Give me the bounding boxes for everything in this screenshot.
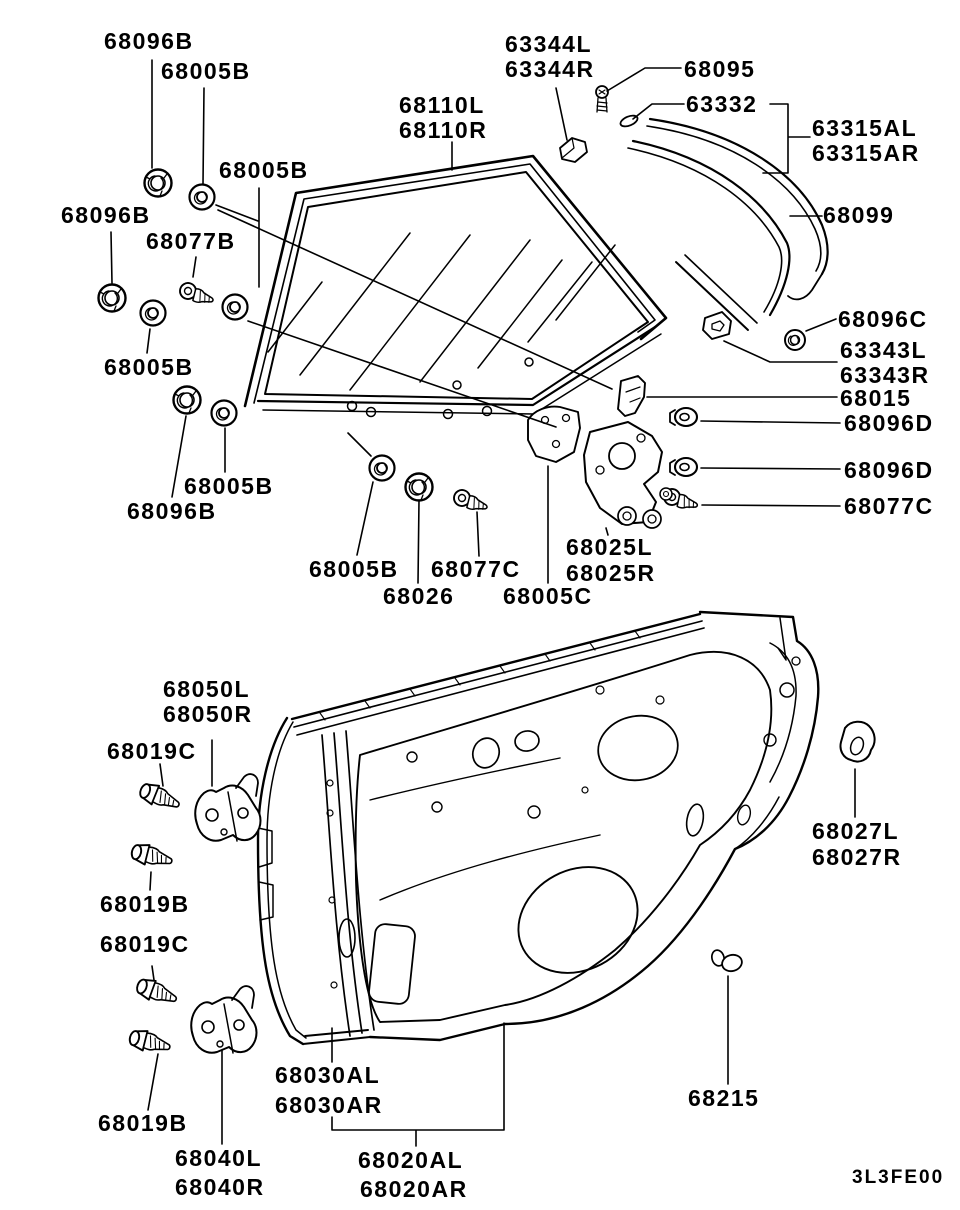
washer-68005B-4 (212, 401, 237, 426)
drawing-code: 3L3FE00 (852, 1167, 945, 1188)
lower-hinge-68050 (191, 986, 256, 1053)
grommet-68096B-3 (174, 387, 201, 414)
grommet-68096B-1 (145, 170, 172, 197)
washer-68005B-5 (370, 456, 395, 481)
part-label-68030AR: 68030AR (275, 1092, 383, 1118)
screw-68095 (596, 86, 608, 112)
upper-hinge-68050 (195, 774, 260, 841)
part-label-68050R: 68050R (163, 701, 253, 727)
part-label-68096C: 68096C (838, 306, 928, 332)
part-label-68040R: 68040R (175, 1174, 265, 1200)
part-label-68026: 68026 (383, 583, 455, 609)
part-label-68077B: 68077B (146, 228, 236, 254)
part-label-68025R: 68025R (566, 560, 656, 586)
part-label-68110L: 68110L (399, 92, 485, 118)
washer-68005B-2 (141, 301, 166, 326)
part-label-63343R: 63343R (840, 362, 930, 388)
part-label-68005B-1: 68005B (161, 58, 251, 84)
part-label-68020AR: 68020AR (360, 1176, 468, 1202)
part-label-68050L: 68050L (163, 676, 251, 702)
part-label-68096B-3: 68096B (127, 498, 217, 524)
part-label-68096B-2: 68096B (61, 202, 151, 228)
grommet-68027 (840, 722, 874, 762)
sash-63344 (560, 138, 587, 162)
window-glass (258, 172, 661, 419)
bolt-68019B-upper (130, 841, 175, 870)
part-label-68005C: 68005C (503, 583, 593, 609)
part-label-63343L: 63343L (840, 337, 928, 363)
part-label-68027L: 68027L (812, 818, 900, 844)
screw-68077C-mid (452, 488, 490, 513)
part-label-68025L: 68025L (566, 534, 654, 560)
glass-bottom-sash (258, 327, 661, 419)
part-label-63332: 63332 (686, 91, 758, 117)
grommet-68096B-2 (99, 285, 126, 312)
part-label-68015: 68015 (840, 385, 912, 411)
door-belt-strip (292, 614, 704, 735)
door-outer-panel-68030 (258, 718, 370, 1044)
part-label-68096B-1: 68096B (104, 28, 194, 54)
clip-63343 (703, 312, 731, 339)
glass-holder-68015 (618, 376, 645, 416)
part-label-68027R: 68027R (812, 844, 902, 870)
grommet-68026 (406, 474, 433, 501)
nut-68096D-upper (670, 408, 697, 426)
door-inner-panel-68020 (322, 612, 818, 1040)
part-label-63315AL: 63315AL (812, 115, 918, 141)
part-label-68110R: 68110R (399, 117, 488, 143)
part-label-68040L: 68040L (175, 1145, 263, 1171)
regulator-bracket-68025 (584, 422, 672, 528)
part-label-68019B-2: 68019B (98, 1110, 188, 1136)
part-label-63344R: 63344R (505, 56, 595, 82)
clip-68215 (710, 949, 744, 974)
washer-68005B-1 (190, 185, 215, 210)
part-label-68030AL: 68030AL (275, 1062, 381, 1088)
bracket-68005C (528, 407, 580, 462)
part-label-68095: 68095 (684, 56, 756, 82)
nut-68096D-lower (670, 458, 697, 476)
part-label-63344L: 63344L (505, 31, 593, 57)
part-label-68005B-5: 68005B (309, 556, 399, 582)
part-label-68215: 68215 (688, 1085, 760, 1111)
glass-run-channel-68110 (245, 156, 666, 406)
part-label-68019C-1: 68019C (107, 738, 197, 764)
leader-lines (111, 60, 855, 1146)
part-label-68019C-2: 68019C (100, 931, 190, 957)
part-label-68096D-1: 68096D (844, 410, 934, 436)
bolt-68019C-upper (137, 780, 183, 814)
part-label-68099: 68099 (823, 202, 895, 228)
bolt-68019B-lower (128, 1027, 173, 1056)
part-label-68096D-2: 68096D (844, 457, 934, 483)
part-label-68019B-1: 68019B (100, 891, 190, 917)
part-label-68005B-3: 68005B (104, 354, 194, 380)
part-label-68020AL: 68020AL (358, 1147, 464, 1173)
part-label-68005B-4: 68005B (184, 473, 274, 499)
part-label-68005B-2: 68005B (219, 157, 309, 183)
washer-68005B-3 (223, 295, 248, 320)
screw-68077B (178, 281, 216, 306)
part-label-63315AR: 63315AR (812, 140, 920, 166)
belt-weatherstrip-68099 (647, 119, 828, 299)
part-label-68077C-2: 68077C (431, 556, 521, 582)
bolt-68019C-lower (134, 976, 179, 1009)
grommet-68096C (785, 330, 805, 350)
part-label-68077C-1: 68077C (844, 493, 934, 519)
